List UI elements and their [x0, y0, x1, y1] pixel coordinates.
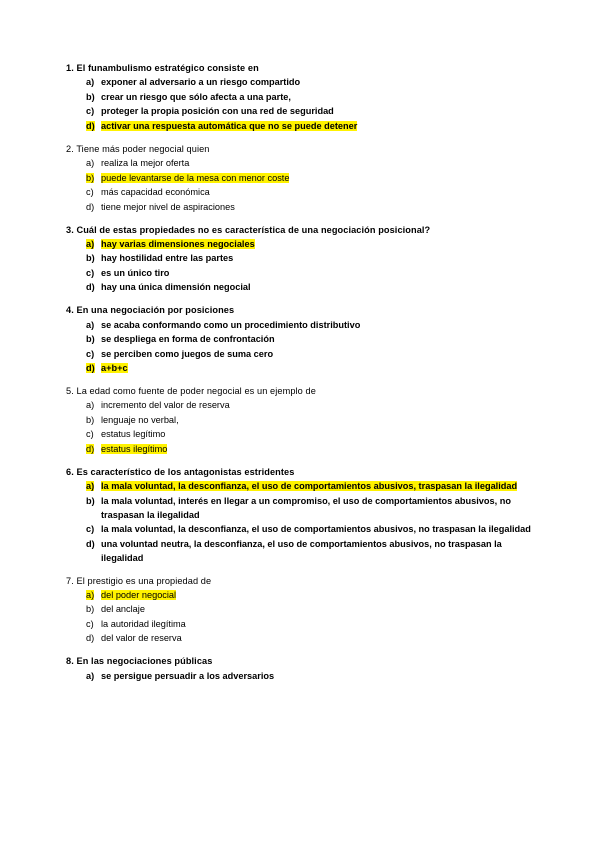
- answer-option[interactable]: [66, 201, 542, 215]
- answer-options: [66, 238, 542, 295]
- answer-options: [66, 670, 542, 684]
- answer-text: la mala voluntad, la desconfianza, el uso de comportamientos abusivos, traspasan la ilegalidad: [101, 481, 518, 492]
- question-block: [66, 466, 542, 566]
- answer-option[interactable]: [66, 589, 542, 603]
- answer-text: realiza la mejor oferta: [101, 158, 190, 169]
- answer-marker-text: b): [86, 604, 95, 615]
- question-stem: 2. Tiene más poder negocial quien: [66, 143, 210, 154]
- answer-text: se acaba conformando como un procedimiento distributivo: [101, 319, 361, 330]
- answer-marker-text: a): [86, 158, 95, 169]
- answer-text: del anclaje: [101, 604, 145, 615]
- answer-option[interactable]: [66, 120, 542, 134]
- answer-marker-text: b): [86, 253, 95, 264]
- answer-text: del valor de reserva: [101, 633, 182, 644]
- answer-text-wrap: [101, 523, 542, 537]
- answer-marker: [86, 319, 101, 333]
- answer-option[interactable]: [66, 480, 542, 494]
- answer-marker: [86, 428, 101, 442]
- answer-text-wrap: [101, 91, 542, 105]
- question-stem: 4. En una negociación por posiciones: [66, 305, 235, 316]
- answer-text-wrap: [101, 238, 542, 252]
- answer-marker-text: b): [86, 91, 95, 102]
- answer-text-wrap: [101, 495, 542, 523]
- answer-option[interactable]: [66, 319, 542, 333]
- answer-text: lenguaje no verbal,: [101, 414, 179, 425]
- answer-marker-text: b): [86, 414, 95, 425]
- answer-marker-text: b): [86, 172, 95, 183]
- answer-option[interactable]: [66, 252, 542, 266]
- question-block: [66, 575, 542, 647]
- answer-marker: [86, 252, 101, 266]
- answer-marker-text: d): [86, 538, 95, 549]
- answer-text: crear un riesgo que sólo afecta a una parte,: [101, 91, 291, 102]
- answer-marker: [86, 603, 101, 617]
- answer-text-wrap: [101, 76, 542, 90]
- answer-options: [66, 480, 542, 565]
- answer-option[interactable]: [66, 238, 542, 252]
- answer-text: tiene mejor nivel de aspiraciones: [101, 201, 235, 212]
- answer-text: la autoridad ilegítima: [101, 618, 186, 629]
- answer-marker: [86, 333, 101, 347]
- answer-text-wrap: [101, 603, 542, 617]
- answer-options: [66, 399, 542, 456]
- answer-option[interactable]: [66, 632, 542, 646]
- answer-option[interactable]: [66, 670, 542, 684]
- answer-text-wrap: [101, 172, 542, 186]
- answer-option[interactable]: [66, 443, 542, 457]
- answer-marker: [86, 201, 101, 215]
- answer-option[interactable]: [66, 157, 542, 171]
- answer-text: hay varias dimensiones negociales: [101, 238, 255, 249]
- answer-marker-text: c): [86, 618, 94, 629]
- answer-options: [66, 319, 542, 376]
- answer-marker: [86, 186, 101, 200]
- answer-marker-text: a): [86, 400, 95, 411]
- answer-text: la mala voluntad, interés en llegar a un compromiso, el uso de comportamientos abusivos, no traspasan la ilegalidad: [101, 495, 511, 520]
- answer-marker-text: d): [86, 443, 95, 454]
- answer-marker-text: a): [86, 590, 95, 600]
- answer-marker-text: c): [86, 187, 94, 198]
- question-block: [66, 62, 542, 134]
- answer-marker-text: d): [86, 633, 95, 644]
- answer-marker: [86, 495, 101, 509]
- answer-marker: [86, 589, 101, 603]
- answer-option[interactable]: [66, 186, 542, 200]
- answer-marker: [86, 632, 101, 646]
- answer-marker: [86, 670, 101, 684]
- answer-option[interactable]: [66, 267, 542, 281]
- answer-option[interactable]: [66, 523, 542, 537]
- answer-marker: [86, 348, 101, 362]
- answer-marker-text: c): [86, 106, 95, 117]
- answer-text-wrap: [101, 428, 542, 442]
- answer-text: proteger la propia posición con una red de seguridad: [101, 106, 334, 117]
- answer-option[interactable]: [66, 538, 542, 566]
- answer-options: [66, 76, 542, 133]
- answer-marker: [86, 618, 101, 632]
- answer-text: a+b+c: [101, 363, 128, 374]
- answer-text-wrap: [101, 348, 542, 362]
- answer-marker: [86, 120, 101, 134]
- answer-text-wrap: [101, 105, 542, 119]
- answer-text-wrap: [101, 201, 542, 215]
- question-block: [66, 224, 542, 296]
- answer-marker-text: a): [86, 77, 95, 88]
- answer-text-wrap: [101, 589, 542, 603]
- answer-marker: [86, 362, 101, 376]
- answer-marker: [86, 443, 101, 457]
- answer-marker: [86, 238, 101, 252]
- answer-text: una voluntad neutra, la desconfianza, el uso de comportamientos abusivos, no traspasan la ilegalidad: [101, 538, 502, 563]
- answer-text-wrap: [101, 362, 542, 376]
- answer-marker-text: d): [86, 282, 95, 293]
- answer-option[interactable]: [66, 333, 542, 347]
- answer-text: es un único tiro: [101, 267, 170, 278]
- answer-marker-text: b): [86, 495, 95, 506]
- answer-text: se despliega en forma de confrontación: [101, 334, 275, 345]
- answer-text-wrap: [101, 319, 542, 333]
- answer-marker-text: d): [86, 120, 95, 131]
- answer-text-wrap: [101, 414, 542, 428]
- answer-text-wrap: [101, 281, 542, 295]
- question-stem: 1. El funambulismo estratégico consiste en: [66, 63, 259, 73]
- answer-marker-text: c): [86, 348, 95, 359]
- answer-marker: [86, 414, 101, 428]
- answer-marker-text: a): [86, 481, 95, 492]
- answer-text-wrap: [101, 267, 542, 281]
- answer-text-wrap: [101, 480, 542, 494]
- answer-marker-text: d): [86, 363, 95, 374]
- answer-option[interactable]: [66, 105, 542, 119]
- answer-text: hay una única dimensión negocial: [101, 282, 251, 293]
- answer-option[interactable]: [66, 414, 542, 428]
- answer-marker: [86, 157, 101, 171]
- answer-option[interactable]: [66, 76, 542, 90]
- answer-option[interactable]: [66, 603, 542, 617]
- answer-marker: [86, 91, 101, 105]
- answer-marker-text: c): [86, 524, 95, 535]
- answer-text: más capacidad económica: [101, 187, 210, 198]
- answer-option[interactable]: [66, 495, 542, 523]
- questions-list: [66, 62, 542, 684]
- answer-text-wrap: [101, 120, 542, 134]
- answer-text-wrap: [101, 333, 542, 347]
- answer-marker-text: a): [86, 670, 95, 681]
- answer-marker: [86, 399, 101, 413]
- question-stem: 8. En las negociaciones públicas: [66, 656, 213, 667]
- answer-option[interactable]: [66, 428, 542, 442]
- answer-marker-text: c): [86, 267, 95, 278]
- answer-marker: [86, 538, 101, 552]
- question-block: [66, 304, 542, 376]
- answer-option[interactable]: [66, 618, 542, 632]
- answer-text-wrap: [101, 670, 542, 684]
- question-block: [66, 655, 542, 683]
- answer-text: incremento del valor de reserva: [101, 400, 230, 411]
- answer-text: del poder negocial: [101, 590, 177, 600]
- question-block: [66, 385, 542, 457]
- answer-marker-text: c): [86, 429, 94, 440]
- answer-marker-text: b): [86, 334, 95, 345]
- answer-text-wrap: [101, 538, 542, 566]
- answer-text-wrap: [101, 252, 542, 266]
- answer-marker-text: a): [86, 319, 95, 330]
- answer-marker: [86, 281, 101, 295]
- answer-text-wrap: [101, 399, 542, 413]
- answer-marker: [86, 76, 101, 90]
- answer-option[interactable]: [66, 91, 542, 105]
- answer-text: estatus ilegítimo: [101, 443, 168, 454]
- question-block: [66, 143, 542, 215]
- answer-text: exponer al adversario a un riesgo compartido: [101, 77, 301, 88]
- answer-option[interactable]: [66, 172, 542, 186]
- answer-text: la mala voluntad, la desconfianza, el uso de comportamientos abusivos, no traspasan la ilegalidad: [101, 524, 531, 535]
- answer-marker: [86, 267, 101, 281]
- answer-text-wrap: [101, 618, 542, 632]
- answer-marker: [86, 523, 101, 537]
- answer-text-wrap: [101, 186, 542, 200]
- answer-options: [66, 589, 542, 646]
- answer-marker: [86, 172, 101, 186]
- answer-text-wrap: [101, 157, 542, 171]
- answer-options: [66, 157, 542, 214]
- answer-text-wrap: [101, 632, 542, 646]
- answer-option[interactable]: [66, 281, 542, 295]
- answer-option[interactable]: [66, 348, 542, 362]
- answer-text: estatus legítimo: [101, 429, 166, 440]
- answer-text: puede levantarse de la mesa con menor coste: [101, 172, 290, 183]
- answer-marker-text: d): [86, 201, 95, 212]
- answer-text-wrap: [101, 443, 542, 457]
- answer-marker-text: a): [86, 238, 95, 249]
- answer-text: hay hostilidad entre las partes: [101, 253, 234, 264]
- answer-marker: [86, 105, 101, 119]
- answer-option[interactable]: [66, 362, 542, 376]
- answer-text: se perciben como juegos de suma cero: [101, 348, 274, 359]
- answer-text: activar una respuesta automática que no se puede detener: [101, 120, 358, 131]
- question-stem: 7. El prestigio es una propiedad de: [66, 575, 212, 586]
- question-stem: 3. Cuál de estas propiedades no es característica de una negociación posicional?: [66, 224, 431, 235]
- question-stem: 6. Es característico de los antagonistas estridentes: [66, 466, 295, 477]
- answer-text: se persigue persuadir a los adversarios: [101, 670, 275, 681]
- answer-marker: [86, 480, 101, 494]
- answer-option[interactable]: [66, 399, 542, 413]
- question-stem: 5. La edad como fuente de poder negocial es un ejemplo de: [66, 386, 316, 397]
